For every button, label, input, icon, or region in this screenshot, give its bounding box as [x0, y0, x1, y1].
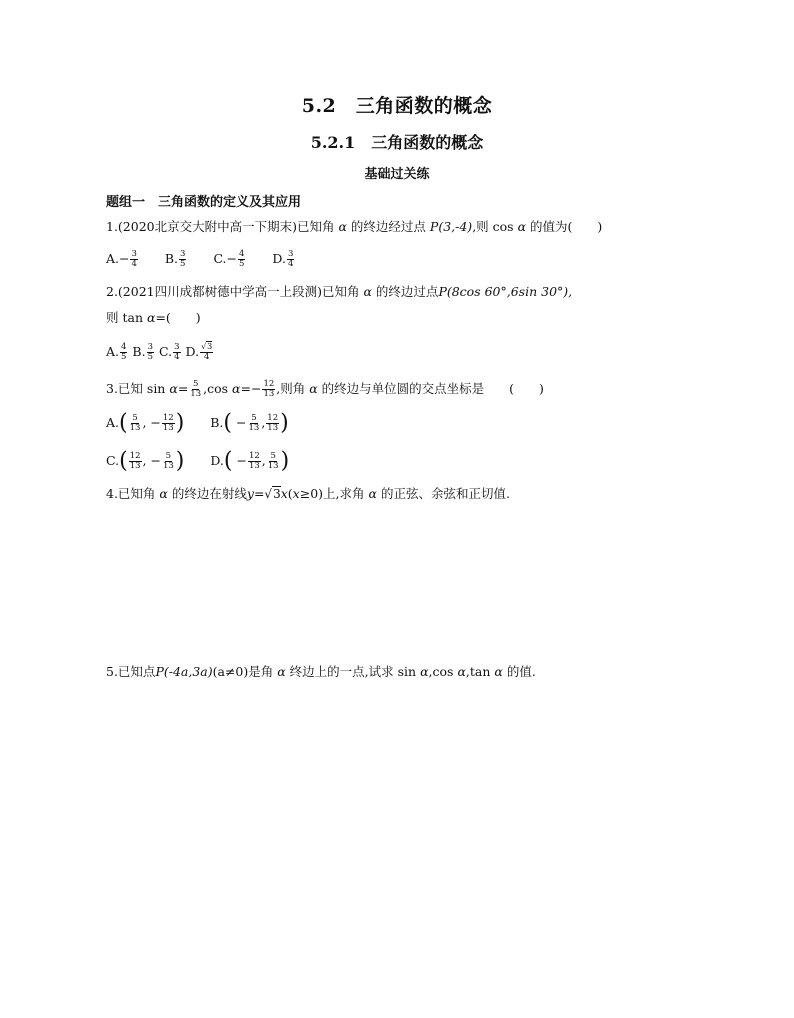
- question-2-options: [106, 342, 214, 362]
- option-b[interactable]: B. $\frac{3}{5}$: [164, 249, 186, 269]
- point-p: P(3,-4): [429, 219, 473, 234]
- alpha-symbol: α: [338, 219, 347, 234]
- alpha-symbol: α: [517, 219, 527, 234]
- alpha-symbol: α: [457, 664, 466, 679]
- option-c[interactable]: C.− $\frac{4}{5}$: [213, 249, 245, 269]
- question-group-title: 题组一 三角函数的定义及其应用: [106, 195, 302, 210]
- alpha-symbol: α: [309, 381, 318, 396]
- section-heading: 基础过关练: [364, 167, 430, 182]
- option-b[interactable]: B. $\frac{3}{5}$: [132, 341, 154, 362]
- alpha-symbol: α: [146, 310, 156, 325]
- question-3-options-row1: [106, 410, 289, 436]
- option-c[interactable]: C.( $\frac{12}{13}$ , − $\frac{5}{13}$ ): [106, 448, 185, 474]
- alpha-symbol: α: [159, 486, 168, 501]
- question-4-stem: 4.已知角 α 的终边在射线y=√3x(x≥0)上,求角 α 的正弦、余弦和正切值.: [106, 486, 510, 501]
- alpha-symbol: α: [363, 284, 372, 299]
- option-b[interactable]: B.( − $\frac{5}{13}$ , $\frac{12}{13}$ ): [210, 410, 289, 436]
- alpha-symbol: α: [494, 664, 503, 679]
- question-3-options-row2: [106, 448, 290, 474]
- lesson-title: 5.2 三角函数的概念: [301, 95, 493, 117]
- alpha-symbol: α: [368, 486, 377, 501]
- option-a[interactable]: A.( $\frac{5}{13}$ , − $\frac{12}{13}$ ): [106, 410, 185, 436]
- option-c[interactable]: C. $\frac{3}{4}$: [159, 341, 180, 362]
- question-3-stem: 3.已知 sin α= $\frac{5}{13}$ ,cos α=− $\frac{12}{13}$ ,则角 α 的终边与单位圆的交点坐标是 ( ): [106, 379, 544, 399]
- question-5-stem: 5.已知点P(-4a,3a)(a≠0)是角 α 终边上的一点,试求 sin α,cos α,tan α 的值.: [106, 664, 536, 679]
- alpha-symbol: α: [420, 664, 429, 679]
- option-d[interactable]: D. $\frac{3}{4}$: [272, 249, 294, 269]
- question-1-stem: 1.(2020北京交大附中高一下期末)已知角 α 的终边经过点 P(3,-4),则 cos α 的值为( ): [106, 219, 603, 234]
- option-a[interactable]: A. $\frac{4}{5}$: [106, 341, 127, 362]
- alpha-symbol: α: [232, 381, 241, 396]
- point-p: P(8cos 60°,6sin 30°),: [438, 284, 573, 299]
- alpha-symbol: α: [169, 381, 178, 396]
- option-a[interactable]: A.− $\frac{3}{4}$: [106, 249, 137, 269]
- option-d[interactable]: D.( − $\frac{12}{13}$ , $\frac{5}{13}$ ): [210, 448, 290, 474]
- question-1-options: [106, 250, 295, 269]
- subsection-title: 5.2.1 三角函数的概念: [310, 133, 484, 152]
- option-d[interactable]: D. $\frac{√3}{4}$: [185, 342, 213, 362]
- question-2-stem-cont: 则 tan α=( ): [106, 310, 201, 325]
- question-2-stem: 2.(2021四川成都树德中学高一上段测)已知角 α 的终边过点P(8cos 60°,6sin 30°),: [106, 284, 573, 299]
- point-p: P(-4a,3a): [155, 664, 213, 679]
- alpha-symbol: α: [277, 664, 286, 679]
- sqrt-symbol: √3: [264, 487, 281, 501]
